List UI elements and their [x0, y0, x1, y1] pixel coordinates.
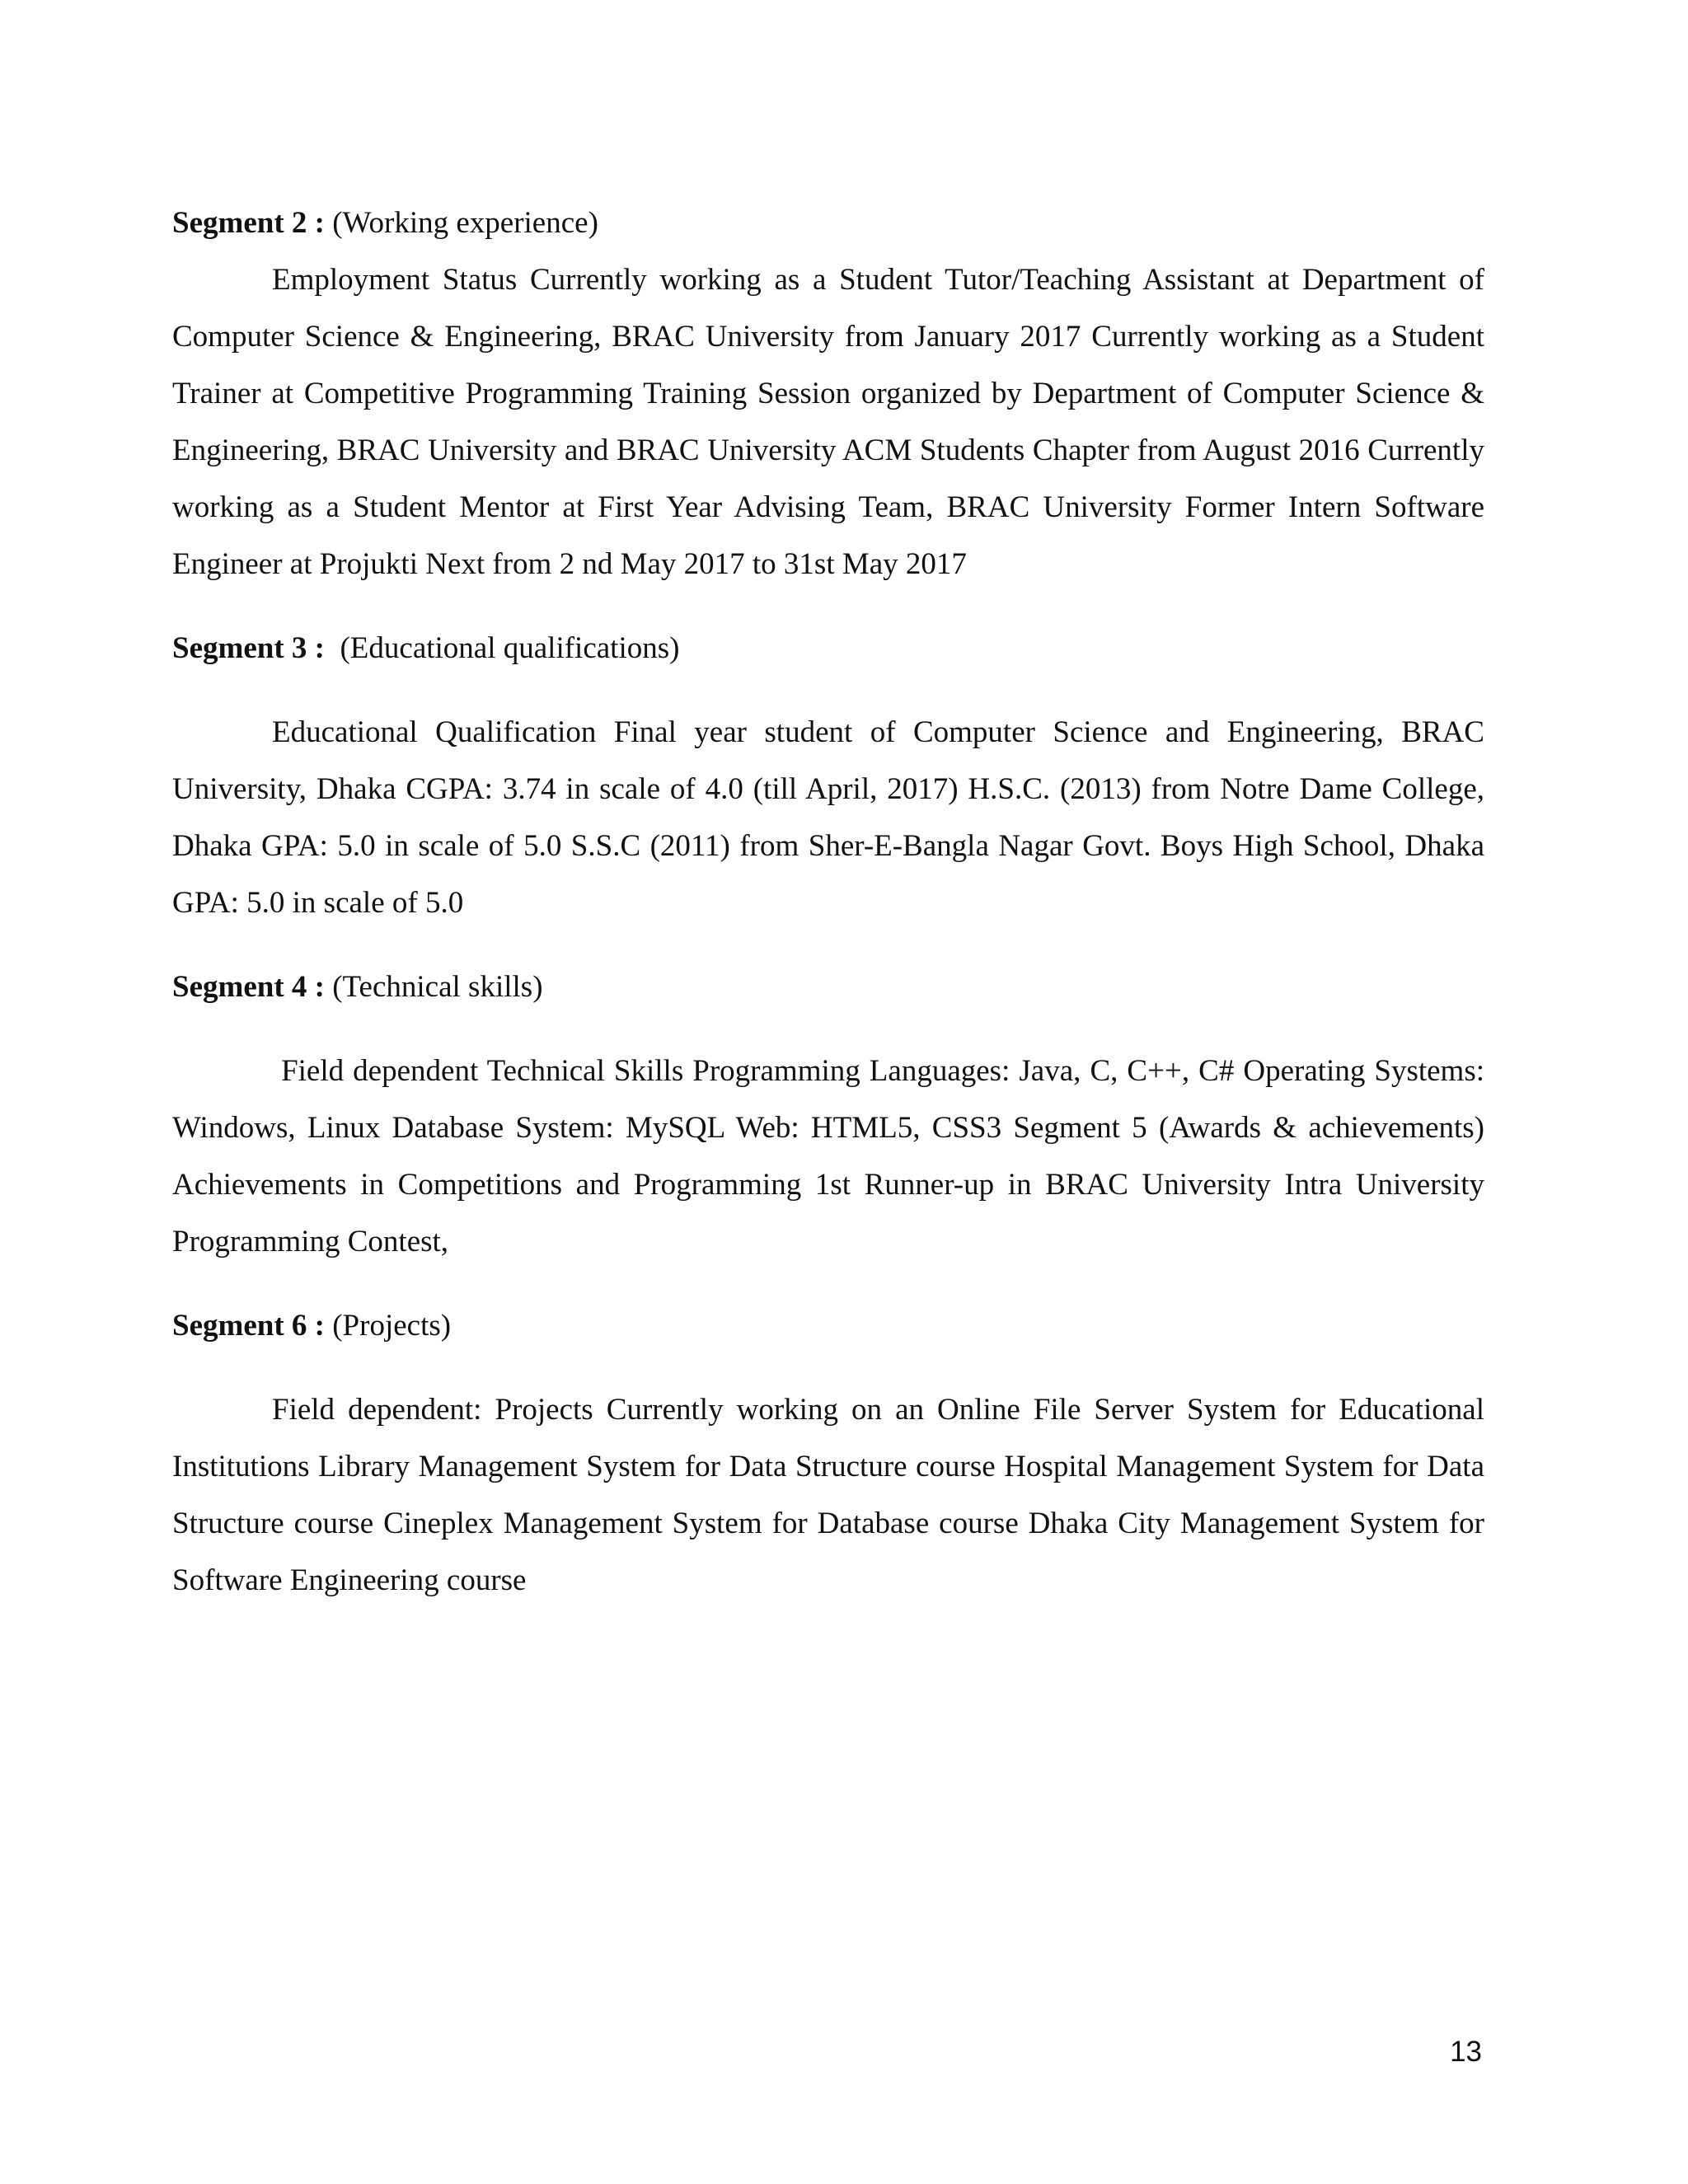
segment-2-section [172, 194, 1484, 593]
segment-4-section [172, 958, 1493, 1270]
spacer [172, 1270, 1484, 1297]
segment-4-body: Field dependent Technical Skills Programming Languages: Java, C, C++, C# Operating Systems: Windows, Linux Database System: MySQL Web: HTML5, CSS3 Segment 5 (Awards & achievements) Achievements in Competitions and Programming 1st Runner-up in BRAC University Intra University Programming Contest, [172, 1054, 1493, 1258]
spacer [172, 1015, 1484, 1043]
segment-3-heading [172, 620, 1484, 677]
segment-4-label: Segment 4 : [172, 970, 325, 1004]
spacer [172, 593, 1484, 620]
segment-3-section [172, 620, 1484, 931]
segment-6-section [172, 1297, 1484, 1609]
segment-3-label: Segment 3 : [172, 631, 325, 665]
segment-2-heading [172, 194, 1484, 251]
segment-3-title: (Educational qualifications) [324, 631, 680, 665]
segment-6-body: Field dependent: Projects Currently working on an Online File Server System for Educational Institutions Library Management System for Data Structure course Hospital Management System for Data Structure course Cineplex Management System for Database course Dhaka City Management System for Software Engineering course [172, 1393, 1484, 1597]
spacer [172, 931, 1484, 958]
segment-6-title: (Projects) [324, 1309, 452, 1343]
page-content [172, 194, 1493, 1609]
page-number: 13 [1450, 2036, 1482, 2068]
spacer [172, 677, 1484, 704]
segment-6-label: Segment 6 : [172, 1309, 325, 1343]
segment-4-heading [172, 958, 1484, 1015]
segment-2-body: Employment Status Currently working as a Student Tutor/Teaching Assistant at Department of Computer Science & Engineering, BRAC University from January 2017 Currently working as a Student Trainer at Competitive Programming Training Session organized by Department of Computer Science & Engineering, BRAC University and BRAC University ACM Students Chapter from August 2016 Currently working as a Student Mentor at First Year Advising Team, BRAC University Former Intern Software Engineer at Projukti Next from 2 nd May 2017 to 31st May 2017 [172, 263, 1484, 581]
segment-4-title: (Technical skills) [324, 970, 543, 1004]
segment-6-heading [172, 1297, 1484, 1354]
segment-3-body: Educational Qualification Final year student of Computer Science and Engineering, BRAC University, Dhaka CGPA: 3.74 in scale of 4.0 (till April, 2017) H.S.C. (2013) from Notre Dame College, Dhaka GPA: 5.0 in scale of 5.0 S.S.C (2011) from Sher-E-Bangla Nagar Govt. Boys High School, Dhaka GPA: 5.0 in scale of 5.0 [172, 715, 1484, 920]
segment-2-label: Segment 2 : [172, 206, 325, 240]
segment-2-title: (Working experience) [324, 206, 598, 240]
spacer [172, 1354, 1484, 1381]
